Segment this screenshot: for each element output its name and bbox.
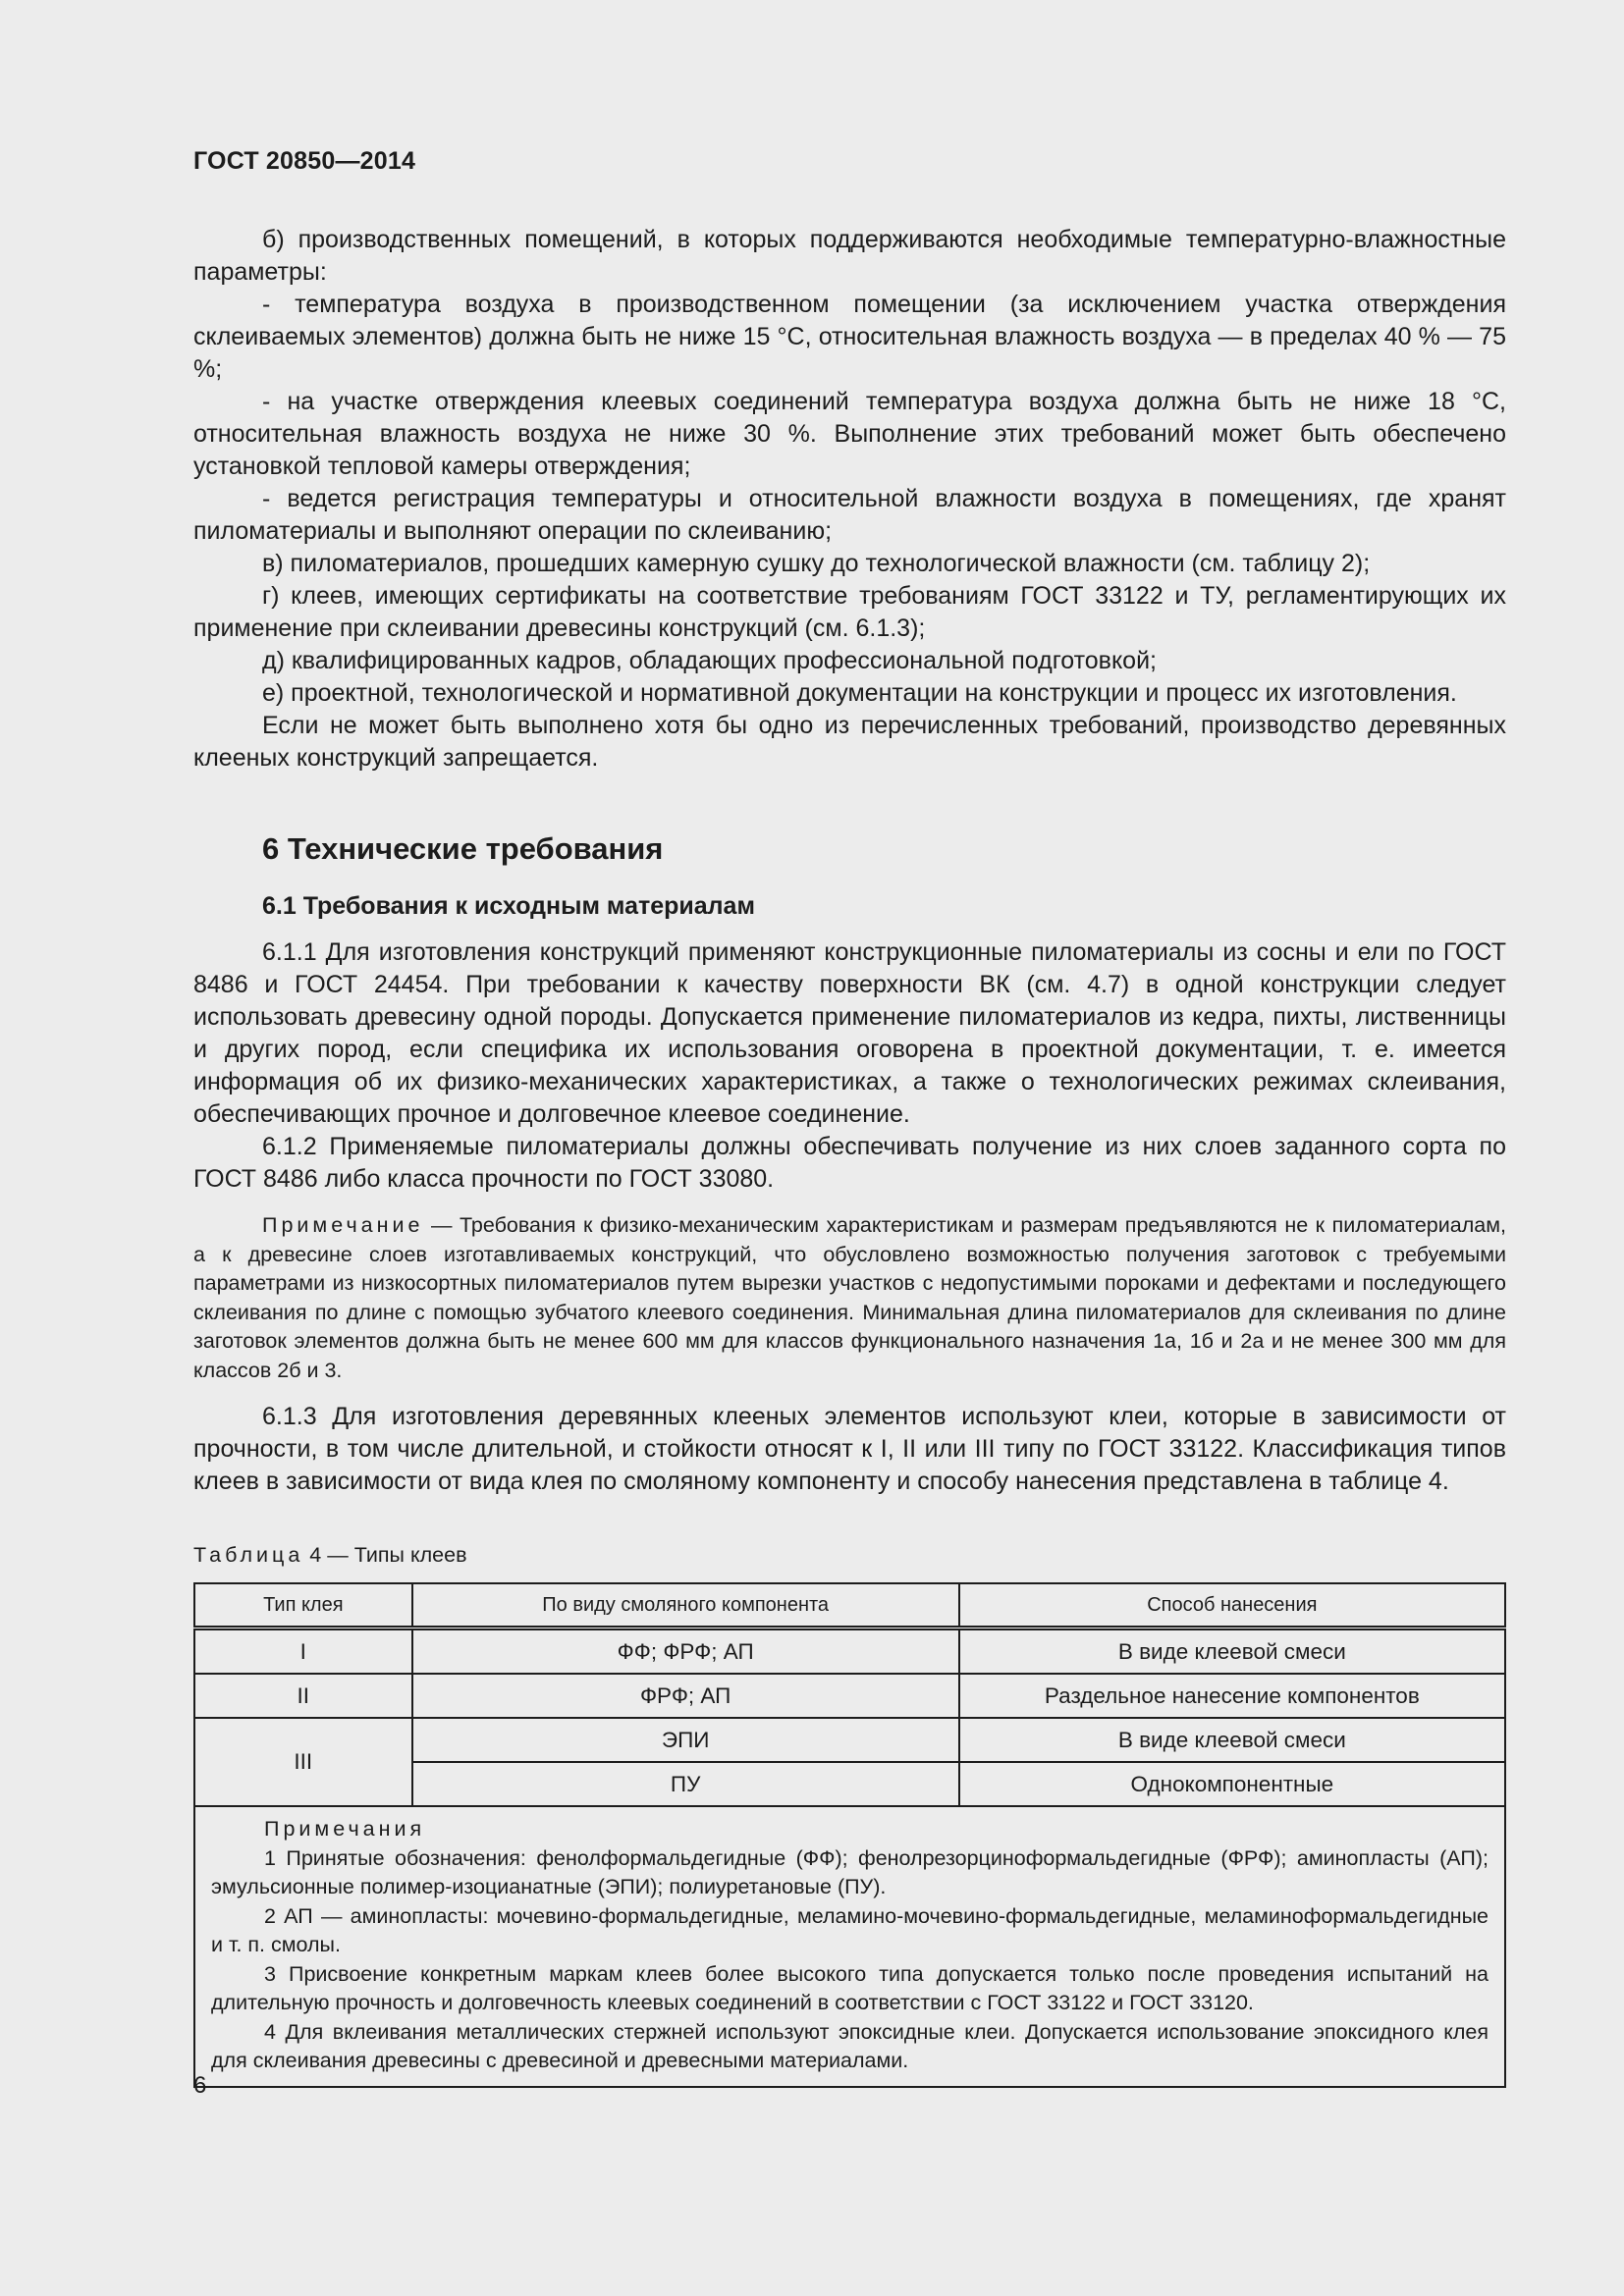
paragraph: Если не может быть выполнено хотя бы одно из перечисленных требований, производство деревянных клееных конструкций запрещается.: [193, 712, 1506, 772]
paragraph: - температура воздуха в производственном помещении (за исключением участка отверждения склеиваемых элементов) должна быть не ниже 15 °С, относительная влажность воздуха — в пределах 40 % — 75 %;: [193, 291, 1506, 383]
note: [193, 1211, 1506, 1385]
table-cell: I: [194, 1629, 412, 1675]
paragraph: б) производственных помещений, в которых поддерживаются необходимые температурно-влажностные параметры:: [193, 226, 1506, 286]
table-cell: В виде клеевой смеси: [959, 1718, 1505, 1762]
paragraph: г) клеев, имеющих сертификаты на соответствие требованиям ГОСТ 33122 и ТУ, регламентирующих их применение при склеивании древесины конструкций (см. 6.1.3);: [193, 582, 1506, 642]
table-note: 2 АП — аминопласты: мочевино-формальдегидные, меламино-мочевино-формальдегидные, меламиноформальдегидные и т. п. смолы.: [211, 1903, 1489, 1956]
table-notes-row: [194, 1806, 1505, 2087]
paragraph-6-1-3: 6.1.3 Для изготовления деревянных клееных элементов используют клеи, которые в зависимости от прочности, в том числе длительной, и стойкости относят к I, II или III типу по ГОСТ 33122. Классификация типов клеев в зависимости от вида клея по смоляному компоненту и способу нанесения представлена в таблице 4.: [193, 1403, 1506, 1495]
column-header: Способ нанесения: [959, 1583, 1505, 1629]
table-cell: В виде клеевой смеси: [959, 1629, 1505, 1675]
page-number: 6: [193, 2072, 207, 2099]
column-header: Тип клея: [194, 1583, 412, 1629]
paragraph: е) проектной, технологической и нормативной документации на конструкции и процесс их изготовления.: [262, 679, 1457, 707]
table-cell: III: [194, 1718, 412, 1806]
table-cell: ФФ; ФРФ; АП: [412, 1629, 959, 1675]
table-notes: [194, 1806, 1505, 2087]
document-header: ГОСТ 20850—2014: [193, 147, 416, 175]
paragraph: - на участке отверждения клеевых соединений температура воздуха должна быть не ниже 18 °С, относительная влажность воздуха не ниже 30 %. Выполнение этих требований может быть обеспечено установкой тепловой камеры отверждения;: [193, 388, 1506, 480]
table-row: [194, 1629, 1505, 1675]
table-note: 3 Присвоение конкретным маркам клеев более высокого типа допускается только после проведения испытаний на длительную прочность и долговечность клеевых соединений в соответствии с ГОСТ 33122 и ГОСТ 33120.: [211, 1961, 1489, 2014]
table-note: 4 Для вклеивания металлических стержней используют эпоксидные клеи. Допускается использование эпоксидного клея для склеивания древесины с древесиной и древесными материалами.: [211, 2019, 1489, 2072]
table-note: 1 Принятые обозначения: фенолформальдегидные (ФФ); фенолрезорциноформальдегидные (ФРФ); аминопласты (АП); эмульсионные полимер-изоцианатные (ЭПИ); полиуретановые (ПУ).: [211, 1845, 1489, 1898]
note-text: — Требования к физико-механическим характеристикам и размерам предъявляются не к пиломатериалам, а к древесине слоев изготавливаемых конструкций, что обусловлено возможностью получения заготовок с требуемыми параметрами из низкосортных пиломатериалов путем вырезки участков с недопустимыми пороками и дефектами и последующего склеивания по длине с помощью зубчатого клеевого соединения. Минимальная длина пиломатериалов для склеивания по длине заготовок элементов должна быть не менее 600 мм для классов функционального назначения 1а, 1б и 2а и не менее 300 мм для классов 2б и 3.: [193, 1213, 1506, 1382]
table-row: [194, 1674, 1505, 1718]
table-header-row: [194, 1583, 1505, 1629]
page-content: [193, 224, 1506, 2088]
paragraph: - ведется регистрация температуры и относительной влажности воздуха в помещениях, где хранят пиломатериалы и выполняют операции по склеиванию;: [193, 485, 1506, 545]
table-cell: Раздельное нанесение компонентов: [959, 1674, 1505, 1718]
table-row: [194, 1718, 1505, 1762]
table-notes-title: Примечания: [264, 1817, 426, 1841]
table-cell: ФРФ; АП: [412, 1674, 959, 1718]
table-caption: [193, 1541, 1506, 1569]
subsection-heading: 6.1 Требования к исходным материалам: [262, 892, 755, 920]
table-caption-text: 4 — Типы клеев: [303, 1543, 467, 1567]
column-header: По виду смоляного компонента: [412, 1583, 959, 1629]
section-heading: 6 Технические требования: [262, 831, 664, 866]
table-cell: II: [194, 1674, 412, 1718]
table-cell: Однокомпонентные: [959, 1762, 1505, 1806]
paragraph: в) пиломатериалов, прошедших камерную сушку до технологической влажности (см. таблицу 2);: [262, 550, 1371, 577]
paragraph: д) квалифицированных кадров, обладающих профессиональной подготовкой;: [262, 647, 1157, 674]
note-label: Примечание: [262, 1213, 424, 1237]
table-caption-label: Таблица: [193, 1543, 304, 1567]
table-cell: ЭПИ: [412, 1718, 959, 1762]
paragraph-6-1-2: 6.1.2 Применяемые пиломатериалы должны обеспечивать получение из них слоев заданного сорта по ГОСТ 8486 либо класса прочности по ГОСТ 33080.: [193, 1133, 1506, 1193]
table-cell: ПУ: [412, 1762, 959, 1806]
glue-types-table: [193, 1582, 1506, 2088]
paragraph-6-1-1: 6.1.1 Для изготовления конструкций применяют конструкционные пиломатериалы из сосны и ели по ГОСТ 8486 и ГОСТ 24454. При требовании к качеству поверхности ВК (см. 4.7) в одной конструкции следует использовать древесину одной породы. Допускается применение пиломатериалов из кедра, пихты, лиственницы и других пород, если специфика их использования оговорена в проектной документации, т. е. имеется информация об их физико-механических характеристиках, а также о технологических режимах склеивания, обеспечивающих прочное и долговечное клеевое соединение.: [193, 938, 1506, 1128]
